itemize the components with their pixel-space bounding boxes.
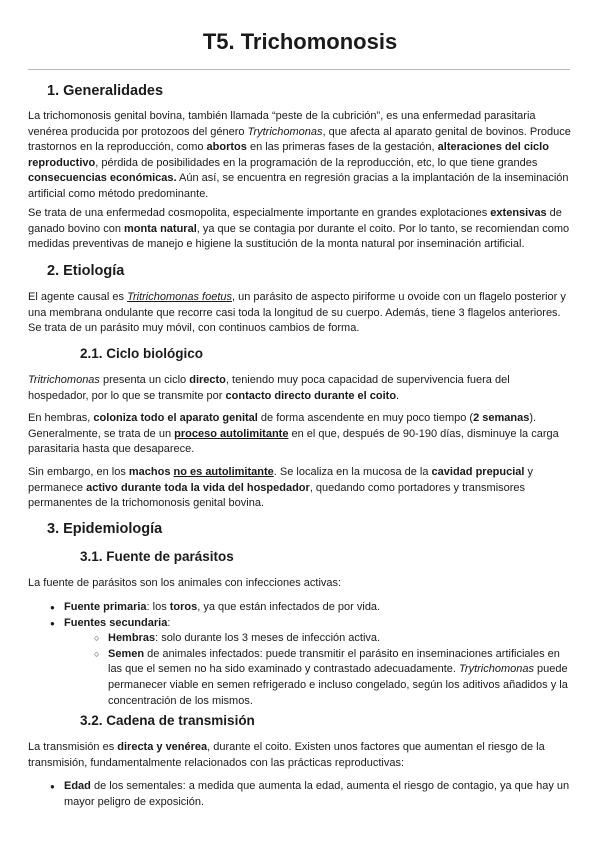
heading-generalidades: 1. Generalidades	[47, 83, 164, 99]
heading-epidemiologia: 3. Epidemiología	[47, 521, 163, 537]
paragraph-ciclo-2: En hembras, coloniza todo el aparato genital de forma ascendente en muy poco tiempo (2 semanas). Generalmente, se trata de un proceso autolimitante en el que, después de 90-190 días, disminuye la carga parasitaria hasta que desaparece.	[28, 412, 559, 456]
title-divider	[28, 69, 570, 70]
list-item: ● Edad de los sementales: a medida que aumenta la edad, aumenta el riesgo de contagio, ya que hay un mayor peligro de exposición.	[50, 779, 572, 810]
paragraph-cadena: La transmisión es directa y venérea, durante el coito. Existen unos factores que aumentan el riesgo de la transmisión, fundamentalmente relacionados con las prácticas reproductivas:	[28, 741, 545, 769]
paragraph-generalidades-1: La trichomonosis genital bovina, también llamada “peste de la cubrición”, es una enfermedad parasitaria venérea producida por protozoos del género Trytrichomonas, que afecta al aparato genital de bovinos. Produce trastornos en la reproducción, como abortos en las primeras fases de la gestación, alteraciones del ciclo reproductivo, pérdida de posibilidades en la programación de la reproducción, etc, lo que tiene grandes consecuencias económicas. Aún así, se encuentra en regresión gracias a la implantación de la inseminación artificial como método predominante.	[28, 110, 571, 200]
heading-ciclo-biologico: 2.1. Ciclo biológico	[80, 346, 204, 361]
page-title: T5. Trichomonosis	[202, 29, 398, 54]
heading-etiologia: 2. Etiología	[47, 263, 125, 279]
sublist-item: ○ Hembras: solo durante los 3 meses de infección activa.	[94, 631, 572, 647]
paragraph-generalidades-2: Se trata de una enfermedad cosmopolita, especialmente importante en grandes explotaciones extensivas de ganado bovino con monta natural, ya que se contagia por durante el coito. Por lo tanto, se recomiendan como medidas preventivas de manejo e higiene la sustitución de la monta natural por inseminación artificial.	[28, 207, 570, 251]
heading-cadena-transmision: 3.2. Cadena de transmisión	[80, 713, 255, 728]
paragraph-etiologia: El agente causal es Tritrichomonas foetus, un parásito de aspecto piriforme u ovoide con un flagelo posterior y una membrana ondulante que recorre casi toda la longitud de su cuerpo. Además, tiene 3 flagelos anteriores. Se trata de un parásito muy móvil, con continuos cambios de forma.	[28, 291, 566, 335]
paragraph-ciclo-3: Sin embargo, en los machos no es autolimitante. Se localiza en la mucosa de la cavidad prepucial y permanece activo durante toda la vida del hospedador, quedando como portadores y transmisores permanentes de la trichomonosis genital bovina.	[28, 466, 534, 510]
species-link: Tritrichomonas foetus	[127, 291, 233, 303]
paragraph-ciclo-1: Tritrichomonas presenta un ciclo directo, teniendo muy poca capacidad de supervivencia fuera del hospedador, por lo que se transmite por contacto directo durante el coito.	[28, 374, 510, 402]
list-item: ● Fuente primaria: los toros, ya que están infectados de por vida.	[50, 600, 572, 616]
fuente-secundaria-sublist	[64, 631, 572, 709]
heading-fuente-parasitos: 3.1. Fuente de parásitos	[80, 549, 234, 564]
list-item: ● Fuentes secundaria: ○ Hembras: solo durante los 3 meses de infección activa. ○ Semen de animales infectados: puede transmitir el parásito en inseminaciones artificiales en las que el semen no ha sido examinado y contrastado adecuadamente. Trytrichomonas puede permanecer viable en semen refrigerado e incluso congelado, según los aditivos añadidos y la concentración de los mismos.	[50, 616, 572, 710]
fuente-list	[50, 600, 572, 709]
sublist-item: ○ Semen de animales infectados: puede transmitir el parásito en inseminaciones artificiales en las que el semen no ha sido examinado y contrastado adecuadamente. Trytrichomonas puede permanecer viable en semen refrigerado e incluso congelado, según los aditivos añadidos y la concentración de los mismos.	[94, 647, 572, 709]
paragraph-fuente-intro: La fuente de parásitos son los animales con infecciones activas:	[28, 577, 342, 589]
cadena-list	[50, 779, 572, 810]
